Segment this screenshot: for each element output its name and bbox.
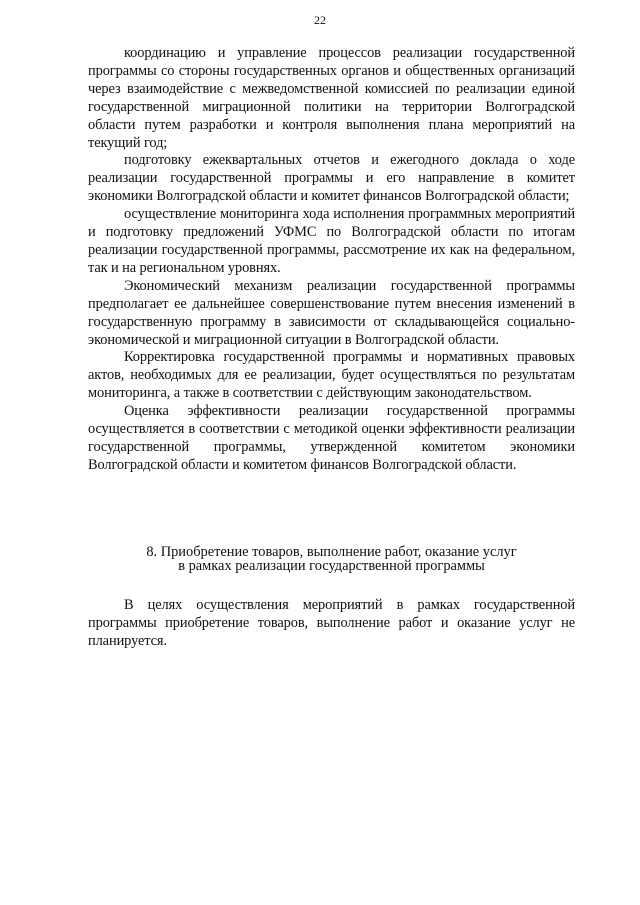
paragraph-procurement: В целях осуществления мероприятий в рамках государственной программы приобретение товаров, выполнение работ и оказание услуг не планируется. [88,597,575,649]
section-body [88,597,575,651]
section-heading-line-1: 8. Приобретение товаров, выполнение работ, оказание услуг [146,544,517,560]
paragraph-coordination: координацию и управление процессов реализации государственной программы со стороны государственных органов и общественных организаций через взаимодействие с межведомственной комиссией по реализации единой государственной миграционной политики на территории Волгоградской области путем разработки и контроля выполнения плана мероприятий на текущий год; [88,45,575,151]
paragraph-correction: Корректировка государственной программы и нормативных правовых актов, необходимых для ее реализации, будет осуществляться по результатам мониторинга, а также в соответствии с действующим законодательством. [88,349,575,402]
section-heading [88,545,575,573]
paragraph-reports: подготовку ежеквартальных отчетов и ежегодного доклада о ходе реализации государственной программы и его направление в комитет экономики Волгоградской области и комитет финансов Волгоградской области; [88,152,575,205]
paragraph-monitoring: осуществление мониторинга хода исполнения программных мероприятий и подготовку предложений УФМС по Волгоградской области по итогам реализации государственной программы, рассмотрение их как на федеральном, так и на региональном уровнях. [88,206,575,276]
section-heading-line-2: в рамках реализации государственной программы [178,558,485,574]
page-number: 22 [314,13,326,27]
document-body [88,45,575,475]
paragraph-economic-mechanism: Экономический механизм реализации государственной программы предполагает ее дальнейшее совершенствование путем внесения изменений в государственную программу в зависимости от складывающейся социально-экономической и миграционной ситуации в Волгоградской области. [88,277,575,348]
paragraph-efficiency-assessment: Оценка эффективности реализации государственной программы осуществляется в соответствии с методикой оценки эффективности реализации государственной программы, утвержденной комитетом экономики Волгоградской области и комитетом финансов Волгоградской области. [88,403,575,473]
